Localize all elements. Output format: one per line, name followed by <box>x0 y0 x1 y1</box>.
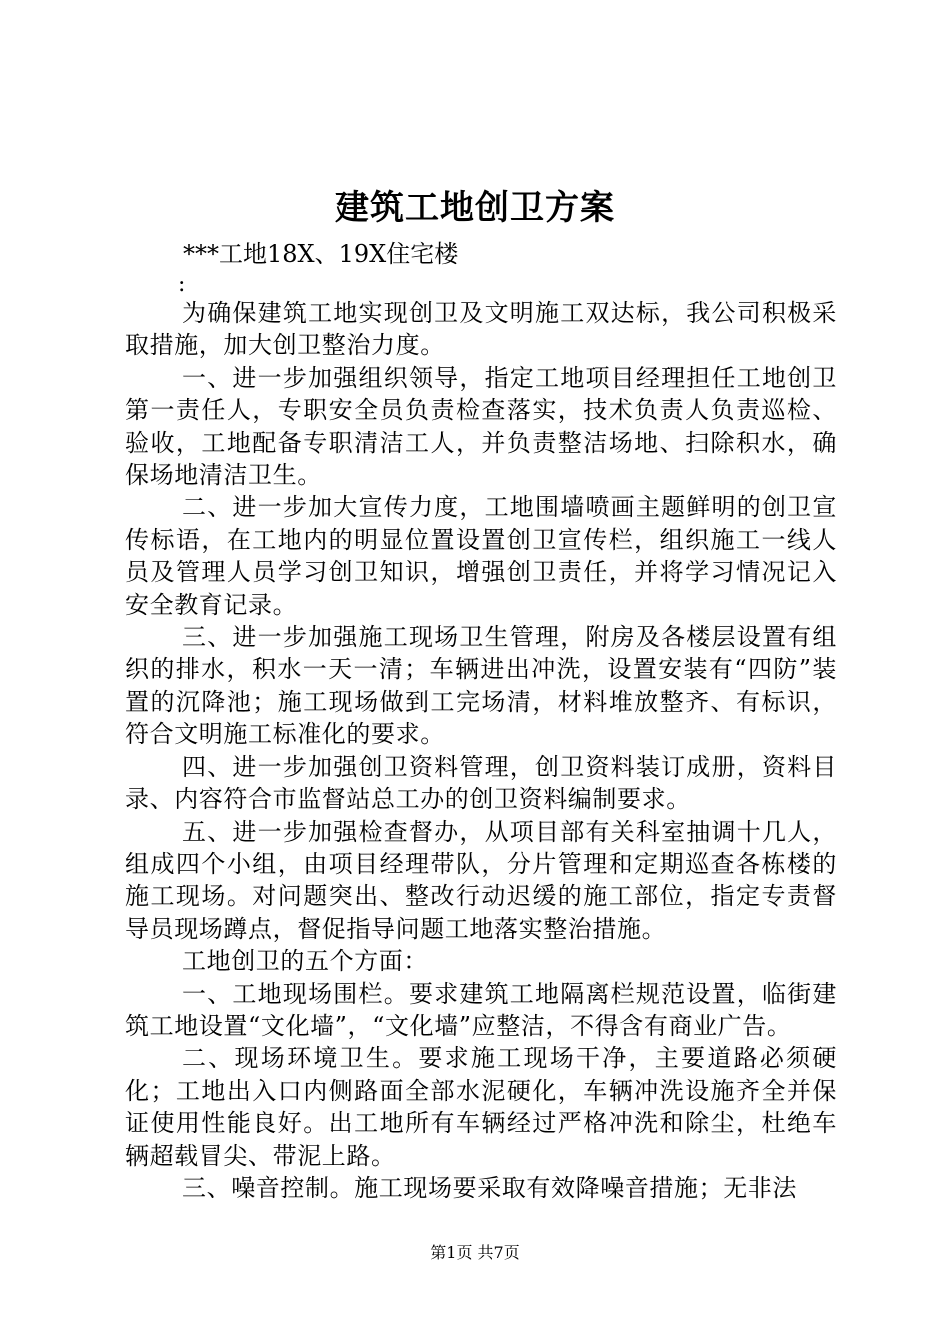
paragraph: 二、进一步加大宣传力度，工地围墙喷画主题鲜明的创卫宣传标语，在工地内的明显位置设置创卫宣传栏，组织施工一线人员及管理人员学习创卫知识，增强创卫责任，并将学习情况记入安全教育记录。 <box>125 493 837 619</box>
subtitle-colon: : <box>178 272 186 297</box>
paragraph: 五、进一步加强检查督办，从项目部有关科室抽调十几人，组成四个小组，由项目经理带队，分片管理和定期巡查各栋楼的施工现场。对问题突出、整改行动迟缓的施工部位，指定专责督导员现场蹲点，督促指导问题工地落实整治措施。 <box>125 817 837 943</box>
paragraph: 三、进一步加强施工现场卫生管理，附房及各楼层设置有组织的排水，积水一天一清；车辆进出冲洗，设置安装有“四防”装置的沉降池；施工现场做到工完场清，材料堆放整齐、有标识，符合文明施工标准化的要求。 <box>125 623 837 749</box>
document-subtitle: ***工地18X、19X住宅楼 <box>183 240 459 268</box>
paragraph: 三、噪音控制。施工现场要采取有效降噪音措施；无非法 <box>182 1173 797 1202</box>
paragraph: 一、进一步加强组织领导，指定工地项目经理担任工地创卫第一责任人，专职安全员负责检查落实，技术负责人负责巡检、验收，工地配备专职清洁工人，并负责整洁场地、扫除积水，确保场地清洁卫生。 <box>125 363 837 490</box>
paragraph: 一、工地现场围栏。要求建筑工地隔离栏规范设置，临街建筑工地设置“文化墙”，“文化墙”应整洁，不得含有商业广告。 <box>125 979 837 1040</box>
paragraph: 二、现场环境卫生。要求施工现场干净，主要道路必须硬化；工地出入口内侧路面全部水泥硬化，车辆冲洗设施齐全并保证使用性能良好。出工地所有车辆经过严格冲洗和除尘，杜绝车辆超载冒尖、带泥上路。 <box>125 1044 837 1170</box>
document-title: 建筑工地创卫方案 <box>335 188 615 228</box>
paragraph: 为确保建筑工地实现创卫及文明施工双达标，我公司积极采取措施，加大创卫整治力度。 <box>125 299 837 360</box>
page-footer: 第1页 共7页 <box>430 1243 520 1262</box>
document-body <box>125 297 837 1204</box>
paragraph: 工地创卫的五个方面： <box>182 947 428 976</box>
paragraph: 四、进一步加强创卫资料管理，创卫资料装订成册，资料目录、内容符合市监督站总工办的创卫资料编制要求。 <box>125 752 837 814</box>
